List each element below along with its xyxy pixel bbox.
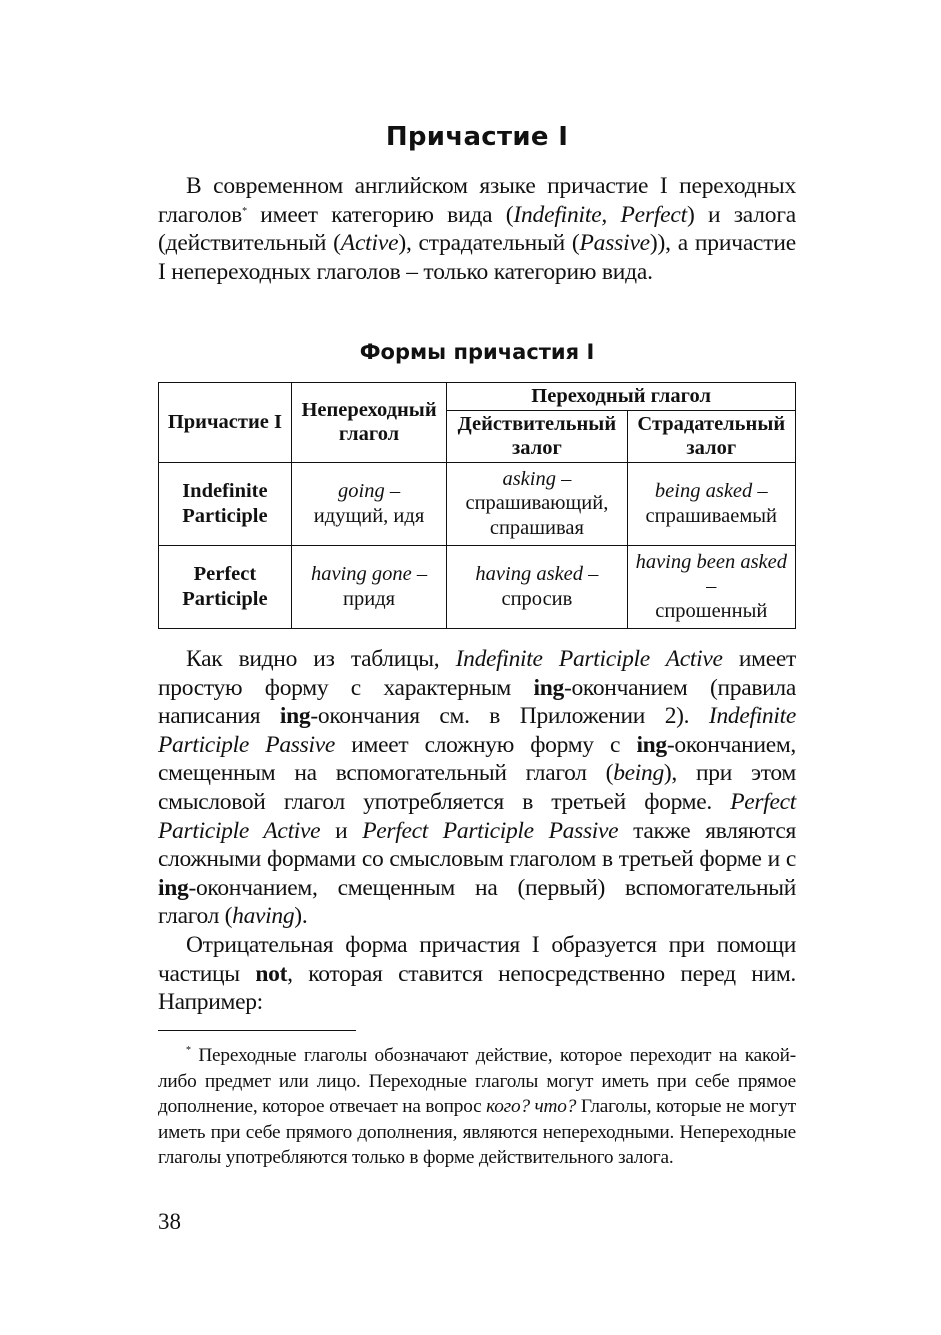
cell-passive: being asked – спрашиваемый [627,462,795,545]
intro-paragraph: В современном английском языке причастие I переходных глаголов* имеет категорию вида (Indefinite, Perfect) и залога (действительный (Active), страдательный (Passive)), а причастие I непереходных глаголов – только категорию вида. [158,173,796,285]
header-transitive-group: Переходный глагол [447,383,796,411]
footnote: * Переходные глаголы обозначают действие, которое переходит на какой-либо предмет или лицо. Переходные глаголы могут иметь при себе прямое дополнение, которое отвечает на вопрос кого? что? Глаголы, которые не могут иметь при себе прямого дополнения, являются непереходными. Непереходные глаголы употребляются только в форме действительного залога. [158,1045,796,1168]
paragraph-negative-form: Отрицательная форма причастия I образуется при помощи частицы not, которая ставится непосредственно перед ним. Например: [158,931,796,1016]
paragraph-explanation: Как видно из таблицы, Indefinite Participle Active имеет простую форму с характерным ing-окончанием (правила написания ing-окончания см. в Приложении 2). Indefinite Participle Passive имеет сложную форму с ing-окончанием, смещенным на вспомогательный глагол (being), при этом смысловой глагол употребляется в третьей форме. Perfect Participle Active и Perfect Participle Passive также являются сложными формами со смысловым глаголом в третьей форме и с ing-окончанием, смещенным на (первый) вспомогательный глагол (having). [158,646,797,930]
page-title: Причастие I [385,122,569,152]
cell-active: asking – спрашивающий, спрашивая [447,462,627,545]
cell-intransitive: going – идущий, идя [291,462,446,545]
header-passive-voice: Страдательный залог [627,410,795,462]
header-active-voice: Действительный залог [447,410,627,462]
row-label: Indefinite Participle [159,462,292,545]
footnote-divider [158,1030,356,1031]
header-participle: Причастие I [159,383,292,463]
body-text [158,645,796,1017]
table-row [159,545,796,628]
participle-forms-table [158,382,796,629]
cell-active: having asked – спросив [447,545,627,628]
header-intransitive: Непереходный глагол [291,383,446,463]
page-number: 38 [158,1209,181,1234]
table-row [159,462,796,545]
table-title: Формы причастия I [359,340,595,364]
cell-passive: having been asked – спрошенный [627,545,795,628]
cell-intransitive: having gone – придя [291,545,446,628]
row-label: Perfect Participle [159,545,292,628]
